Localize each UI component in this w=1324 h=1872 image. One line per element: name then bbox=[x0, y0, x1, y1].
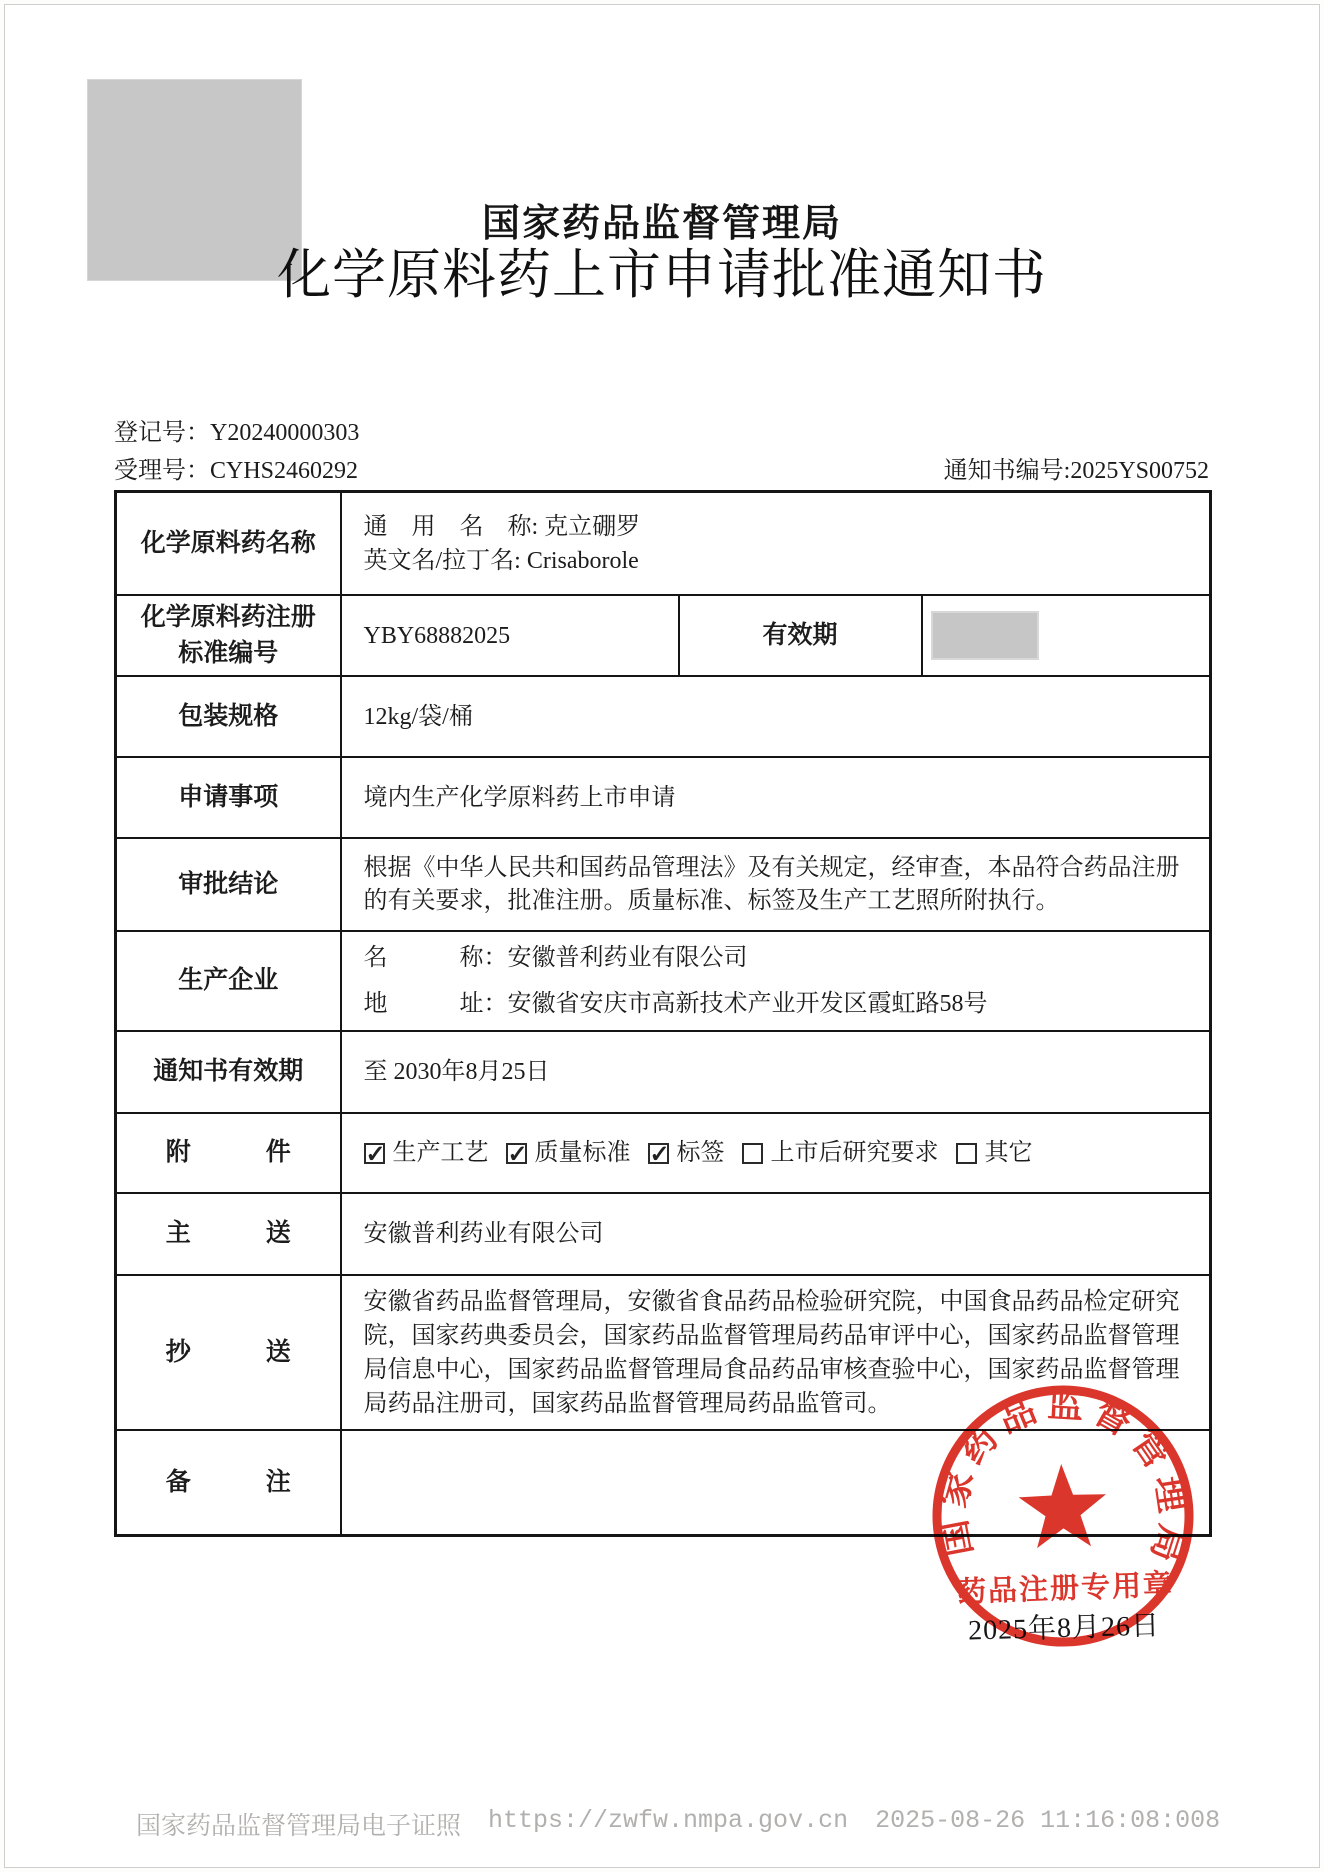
manufacturer-name-line: 名 称：安徽普利药业有限公司 bbox=[363, 945, 748, 971]
acceptance-no-line bbox=[114, 452, 1209, 490]
conclusion-label: 审批结论 bbox=[116, 838, 341, 931]
generic-name-line: 通 用 名 称: 克立硼罗 bbox=[363, 513, 641, 540]
registration-no-value: Y20240000303 bbox=[210, 420, 360, 446]
attachment-option bbox=[364, 1136, 489, 1170]
acceptance-no-label: 受理号： bbox=[114, 458, 210, 484]
attachment-option bbox=[956, 1136, 1033, 1170]
footer bbox=[136, 1806, 1236, 1842]
packaging-label: 包装规格 bbox=[116, 676, 341, 757]
registration-no-label: 登记号： bbox=[114, 420, 210, 446]
validity-value-cell bbox=[922, 595, 1211, 676]
seal-star-icon bbox=[1018, 1463, 1108, 1549]
packaging-value: 12kg/袋/桶 bbox=[341, 676, 1211, 757]
notice-no bbox=[944, 452, 1209, 490]
application-value: 境内生产化学原料药上市申请 bbox=[341, 757, 1211, 838]
checkbox-empty-icon bbox=[742, 1143, 763, 1164]
attachment-option-label: 标签 bbox=[676, 1140, 725, 1166]
seal-bottom-text: 药品注册专用章 bbox=[956, 1569, 1175, 1609]
table-row-manufacturer bbox=[116, 931, 1211, 1031]
footer-timestamp: 2025-08-26 11:16:08:008 bbox=[875, 1806, 1221, 1835]
english-name-line: 英文名/拉丁名: Crisaborole bbox=[363, 547, 639, 574]
seal-date: 2025年8月26日 bbox=[967, 1610, 1161, 1647]
footer-source: 国家药品监督管理局电子证照 bbox=[136, 1813, 462, 1842]
attachments-value bbox=[341, 1113, 1211, 1193]
acceptance-no-value: CYHS2460292 bbox=[210, 458, 359, 484]
attachment-option-label: 上市后研究要求 bbox=[770, 1140, 939, 1166]
table-row-packaging bbox=[116, 676, 1211, 757]
checkbox-checked-icon bbox=[364, 1143, 385, 1164]
standard-no-value: YBY68882025 bbox=[341, 595, 679, 676]
attachment-option-label: 生产工艺 bbox=[392, 1140, 489, 1166]
official-seal bbox=[918, 1371, 1208, 1661]
seal-arc-text: 国家药品监督管理局 bbox=[932, 1384, 1194, 1575]
table-row-drug-name bbox=[116, 492, 1211, 596]
copy-send-label: 抄 送 bbox=[116, 1275, 341, 1430]
manufacturer-addr-line: 地 址：安徽省安庆市高新技术产业开发区霞虹路58号 bbox=[363, 991, 988, 1017]
main-send-label: 主 送 bbox=[116, 1193, 341, 1275]
remarks-label: 备 注 bbox=[116, 1430, 341, 1536]
attachment-option bbox=[506, 1136, 631, 1170]
drug-name-label: 化学原料药名称 bbox=[116, 492, 341, 596]
checkbox-empty-icon bbox=[956, 1143, 977, 1164]
copy-send-value: 安徽省药品监督管理局，安徽省食品药品检验研究院，中国食品药品检定研究院，国家药典委员会，国家药品监督管理局药品审评中心，国家药品监督管理局信息中心，国家药品监督管理局食品药品审核查验中心，国家药品监督管理局药品注册司，国家药品监督管理局药品监管司。 bbox=[341, 1275, 1211, 1430]
conclusion-value: 根据《中华人民共和国药品管理法》及有关规定，经审查，本品符合药品注册的有关要求，批准注册。质量标准、标签及生产工艺照所附执行。 bbox=[341, 838, 1211, 931]
attachment-option-label: 其它 bbox=[984, 1140, 1033, 1166]
registration-no-line bbox=[114, 414, 1209, 452]
notice-no-label: 通知书编号: bbox=[943, 458, 1071, 484]
attachment-option-label: 质量标准 bbox=[534, 1140, 631, 1166]
table-row-application bbox=[116, 757, 1211, 838]
document-title: 化学原料药上市申请批准通知书 bbox=[277, 245, 1047, 305]
agency-name: 国家药品监督管理局 bbox=[481, 203, 842, 245]
table-row-main-send bbox=[116, 1193, 1211, 1275]
attachment-option bbox=[742, 1136, 939, 1170]
application-label: 申请事项 bbox=[116, 757, 341, 838]
footer-url: https://zwfw.nmpa.gov.cn bbox=[488, 1806, 849, 1835]
table-row-notice-validity bbox=[116, 1031, 1211, 1113]
standard-no-label: 化学原料药注册 标准编号 bbox=[116, 595, 341, 676]
attachments-checkbox-group bbox=[364, 1136, 1196, 1170]
manufacturer-value bbox=[341, 931, 1211, 1031]
main-send-value: 安徽普利药业有限公司 bbox=[341, 1193, 1211, 1275]
checkbox-checked-icon bbox=[506, 1143, 527, 1164]
drug-name-value bbox=[341, 492, 1211, 596]
table-row-standard-no bbox=[116, 595, 1211, 676]
notice-no-value: 2025YS00752 bbox=[1070, 458, 1209, 484]
table-row-attachments bbox=[116, 1113, 1211, 1193]
manufacturer-label: 生产企业 bbox=[116, 931, 341, 1031]
notice-validity-value: 至 2030年8月25日 bbox=[341, 1031, 1211, 1113]
validity-label: 有效期 bbox=[679, 595, 922, 676]
table-row-conclusion bbox=[116, 838, 1211, 931]
attachments-label: 附 件 bbox=[116, 1113, 341, 1193]
meta-block bbox=[114, 414, 1209, 490]
checkbox-checked-icon bbox=[648, 1143, 669, 1164]
redacted-validity-box bbox=[931, 611, 1039, 660]
attachment-option bbox=[648, 1136, 725, 1170]
notice-validity-label: 通知书有效期 bbox=[116, 1031, 341, 1113]
